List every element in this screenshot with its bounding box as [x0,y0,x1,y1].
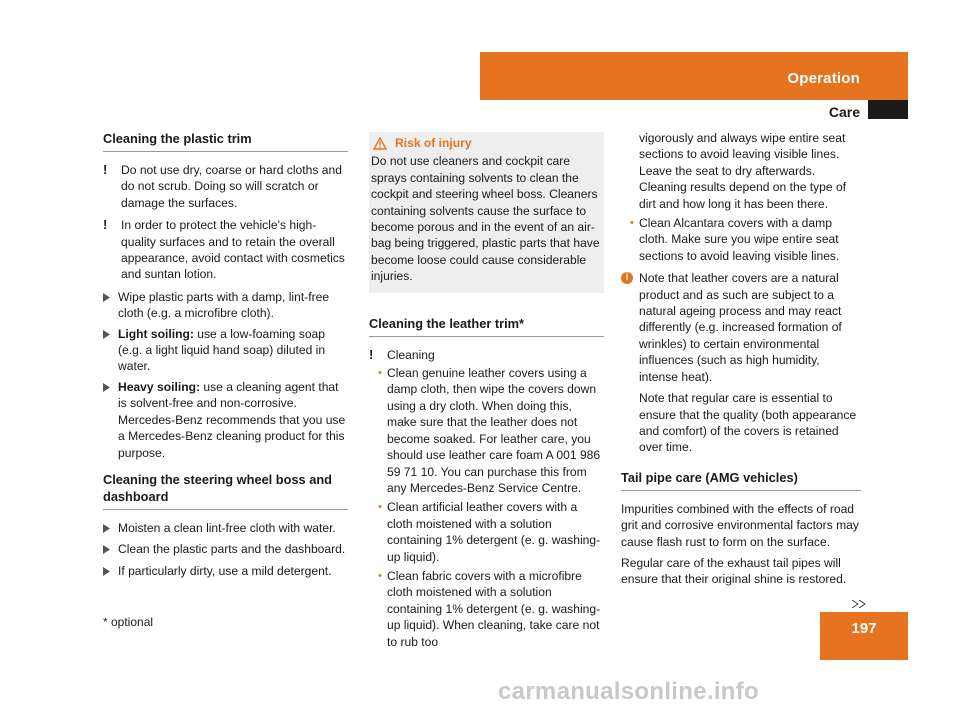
step-text [118,379,348,461]
list-item-text: Clean fabric covers with a microfibre cloth moistened with a solution containing 1% detergent (e. g. washing-up liquid). When cleaning, take care not to rub too [387,568,601,649]
bullet-dot-icon: • [378,367,382,380]
arrow-bullet-icon [103,326,118,375]
warning-note [103,217,348,283]
footnote: * optional [103,615,154,629]
step-text: Wipe plastic parts with a damp, lint-free cloth (e.g. a microfibre cloth). [118,289,330,321]
arrow-bullet-icon [103,289,118,322]
warning-triangle-icon [373,137,387,150]
column-2 [369,132,604,653]
step-text: Moisten a clean lint-free cloth with water. [118,520,336,535]
bullet-dot-icon: • [630,217,634,230]
subsection-title: Care [828,104,860,120]
risk-text: Do not use cleaners and cockpit care sprays containing solvents to clean the cockpit and steering wheel boss. Cleaners containing solvents cause the surface to become porous and in the event of an air-bag being triggered, plastic parts that have become loose could cause considerable injuries. [371,154,600,284]
continue-arrows-icon [852,600,866,608]
exclamation-icon: ! [103,217,108,233]
paragraph: Regular care of the exhaust tail pipes will ensure that their original shine is restored. [621,555,847,587]
list-item-text: Clean Alcantara covers with a damp cloth. Make sure you wipe entire seat sections to avoid leaving visible lines. [639,216,840,263]
step-item [103,563,348,580]
info-icon: i [621,272,633,284]
list-item-text: Clean genuine leather covers using a damp cloth, then wipe the covers down using a dry cloth. When doing this, make sure that the leather does not become soaked. For leather care, you should use leather care foam A 001 986 59 71 10. You can purchase this from any Mercedes-Benz Service Centre. [387,366,601,495]
arrow-bullet-icon [103,563,118,580]
step-body: use a cleaning agent that is solvent-free and non-corrosive. Mercedes-Benz recommends that you use a Mercedes-Benz cleaning product for this purpose. [118,379,346,460]
note-title: Cleaning [387,347,435,362]
warning-note [103,162,348,211]
list-item [378,499,604,565]
exclamation-icon: ! [369,346,374,362]
list-item [378,568,604,650]
subsection-marker [868,100,908,119]
step-text [118,326,348,375]
step-text: Clean the plastic parts and the dashboard. [118,542,346,557]
page-number: 197 [851,620,877,637]
step-item [103,326,348,375]
list-item-continuation: vigorously and always wipe entire seat sections to avoid leaving visible lines. Leave the seat to dry afterwards. Cleaning results depend on the type of dirt and how long it has been there. [639,131,847,211]
column-3 [621,130,861,593]
list-item-text: Clean artificial leather covers with a cloth moistened with a solution containing 1% detergent (e. g. washing-up liquid). [387,500,601,564]
step-item [103,379,348,461]
bullet-dot-icon: • [378,501,382,514]
arrow-bullet-icon [103,520,118,537]
step-label: Light soiling: [118,326,194,341]
watermark: carmanualsonline.info [498,678,760,705]
step-item [103,289,348,322]
paragraph: Impurities combined with the effects of road grit and corrosive environmental factors may cause flash rust to form on the surface. [621,501,859,549]
step-label: Heavy soiling: [118,379,200,394]
list-item [621,215,861,264]
step-item [103,541,348,558]
info-text [639,270,861,460]
column-1 [103,130,348,584]
step-body: use a low-foaming soap (e.g. a light liquid hand soap) diluted in water. [118,326,326,374]
section-title: Operation [787,70,860,87]
info-paragraph: Note that leather covers are a natural product and as such are subject to a natural ageing process and may react differently (e.g. increased formation of wrinkles) to certain environmental influences (such as high humidity, intense heat). [639,271,842,384]
list-item [378,365,604,496]
note-text: In order to protect the vehicle's high-quality surfaces and to retain the overall appearance, avoid contact with cosmetics and suntan lotion. [121,218,345,282]
risk-title [371,135,602,151]
risk-warning-box [369,132,604,293]
step-item [103,520,348,537]
note-text: Do not use dry, coarse or hard cloths and do not scrub. Doing so will scratch or damage the surfaces. [121,163,342,210]
arrow-bullet-icon [103,379,118,461]
info-icon-wrap [621,270,630,460]
heading-steering-wheel: Cleaning the steering wheel boss and dashboard [103,471,348,510]
bullet-dot-icon: • [378,569,382,582]
heading-plastic-trim: Cleaning the plastic trim [103,130,348,152]
cleaning-note [369,347,604,363]
arrow-bullet-icon [103,541,118,558]
risk-title-text: Risk of injury [395,136,472,150]
heading-tail-pipe: Tail pipe care (AMG vehicles) [621,469,861,491]
info-paragraph: Note that regular care is essential to ensure that the quality (both appearance and comfort) of the covers is retained over time. [639,391,857,455]
heading-leather-trim: Cleaning the leather trim* [369,315,604,337]
cleaning-list [369,365,604,650]
step-text: If particularly dirty, use a mild detergent. [118,563,332,578]
exclamation-icon: ! [103,162,108,177]
info-note [621,270,861,460]
